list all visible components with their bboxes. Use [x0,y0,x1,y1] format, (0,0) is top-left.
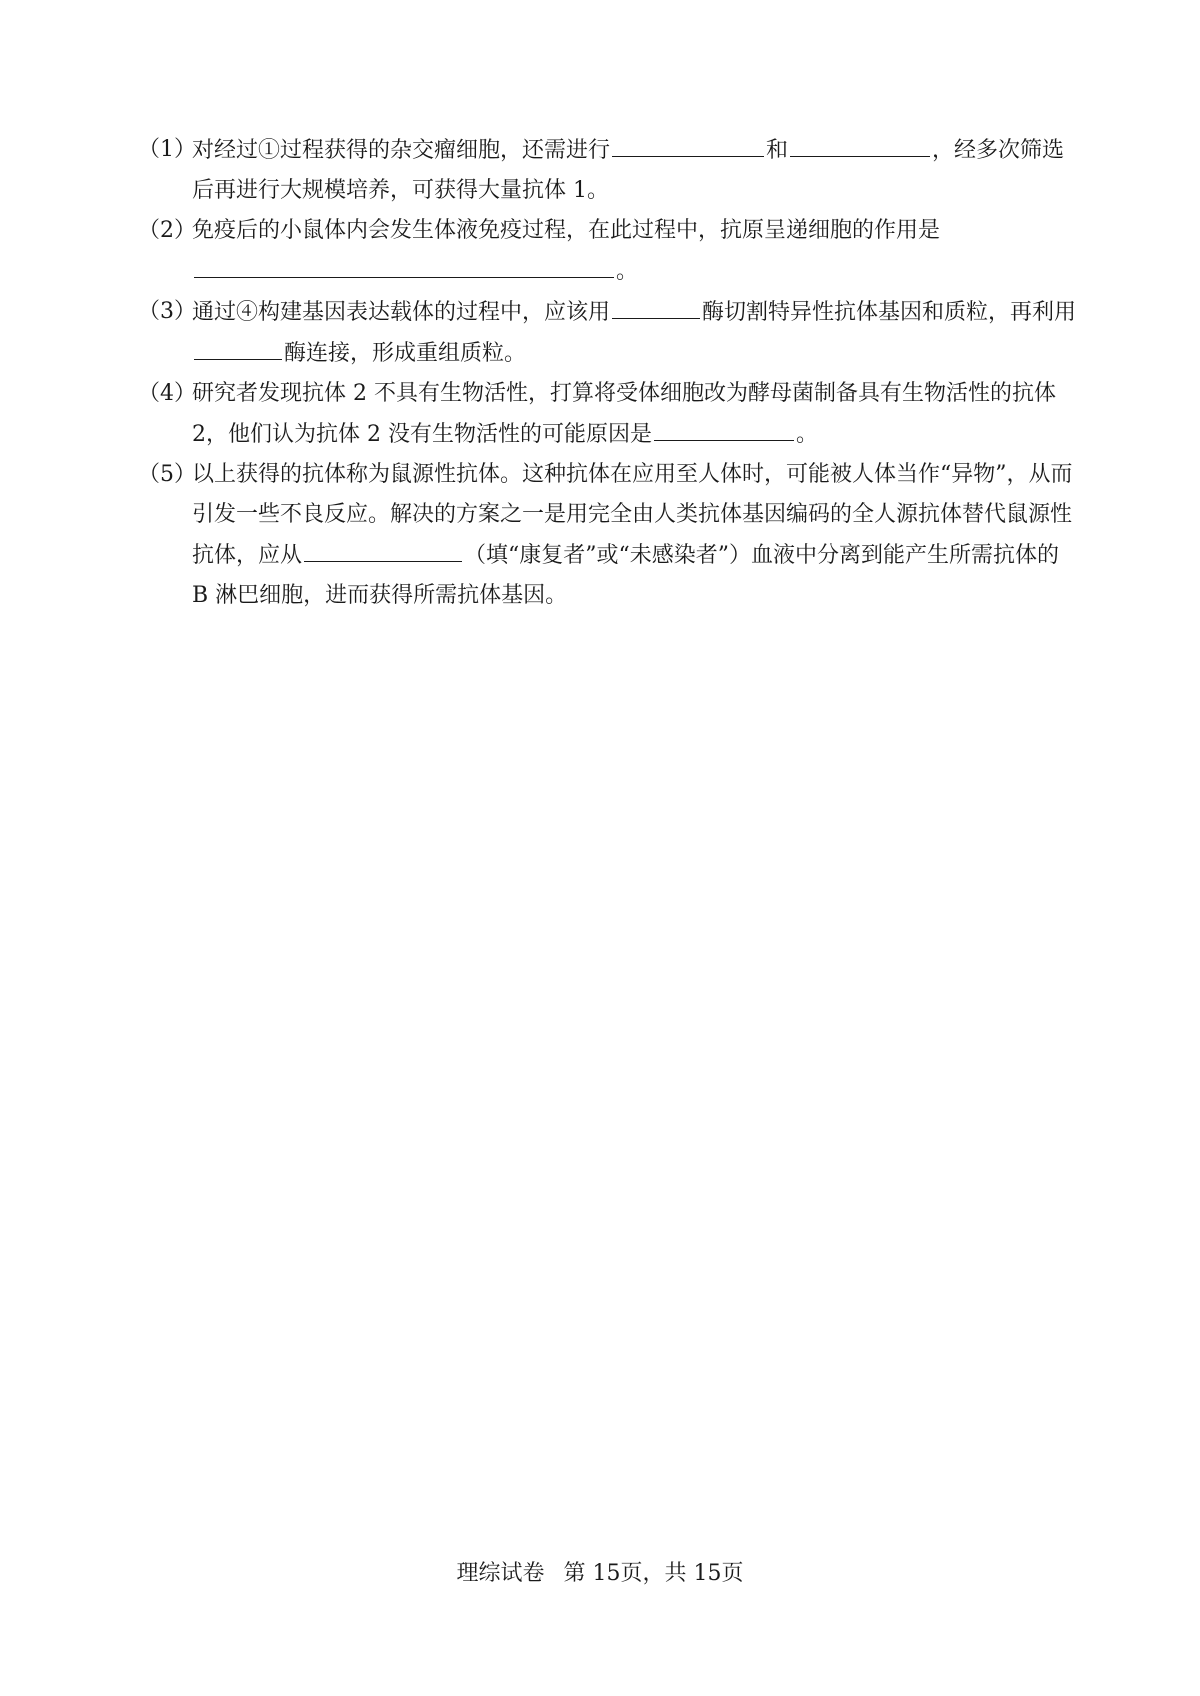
question-list [138,130,1078,616]
answer-blank[interactable] [194,251,614,278]
question-number: （5） [138,462,196,487]
question-text [192,455,1078,616]
question-text [192,374,1078,455]
question-text-segment: 。 [616,259,639,284]
question-text-segment: 酶切割特异性抗体基因和质粒，再利用 [702,300,1077,325]
answer-blank[interactable] [790,130,930,157]
question-text-segment: 通过④构建基因表达载体的过程中，应该用 [192,300,611,325]
question-text [192,130,1078,211]
question-text [192,211,1078,292]
question-number: （4） [138,381,196,406]
question-text-segment: 和 [766,138,789,163]
question-text-segment: （填“康复者”或“未感染者”）血液中分离到能产生所需抗体的 B 淋巴细胞，进而获得所需抗体基因。 [192,543,1060,608]
question-text-segment: 以上获得的抗体称为鼠源性抗体。这种抗体在应用至人体时，可能被人体当作“异物”，从而引发一些不良反应。解决的方案之一是用完全由人类抗体基因编码的全人源抗体替代鼠源性抗体，应从 [192,462,1073,568]
question-text-segment: 。 [795,422,818,447]
question-5 [138,455,1078,616]
question-1 [138,130,1078,211]
question-3 [138,292,1078,374]
question-number: （2） [138,218,196,243]
question-text-segment: 免疫后的小鼠体内会发生体液免疫过程，在此过程中，抗原呈递细胞的作用是 [192,218,941,243]
question-text-segment: ，经多次筛选后再进行大规模培养，可获得大量抗体 1。 [192,138,1065,203]
question-text-segment: 对经过①过程获得的杂交瘤细胞，还需进行 [192,138,611,163]
footer-subject: 理综试卷 [456,1561,545,1586]
page-footer [0,1556,1200,1587]
answer-blank[interactable] [612,292,700,319]
question-number: （3） [138,299,196,324]
answer-blank[interactable] [612,130,764,157]
answer-blank[interactable] [654,414,794,441]
question-text-segment: 酶连接，形成重组质粒。 [284,341,527,366]
answer-blank[interactable] [194,333,282,360]
question-number: （1） [138,137,196,162]
footer-page-number: 第 15页，共 15页 [563,1561,744,1586]
question-2 [138,211,1078,292]
question-text [192,292,1078,374]
question-text-segment: 研究者发现抗体 2 不具有生物活性，打算将受体细胞改为酵母菌制备具有生物活性的抗体 2，他们认为抗体 2 没有生物活性的可能原因是 [192,381,1056,447]
answer-blank[interactable] [304,535,462,562]
question-4 [138,374,1078,455]
